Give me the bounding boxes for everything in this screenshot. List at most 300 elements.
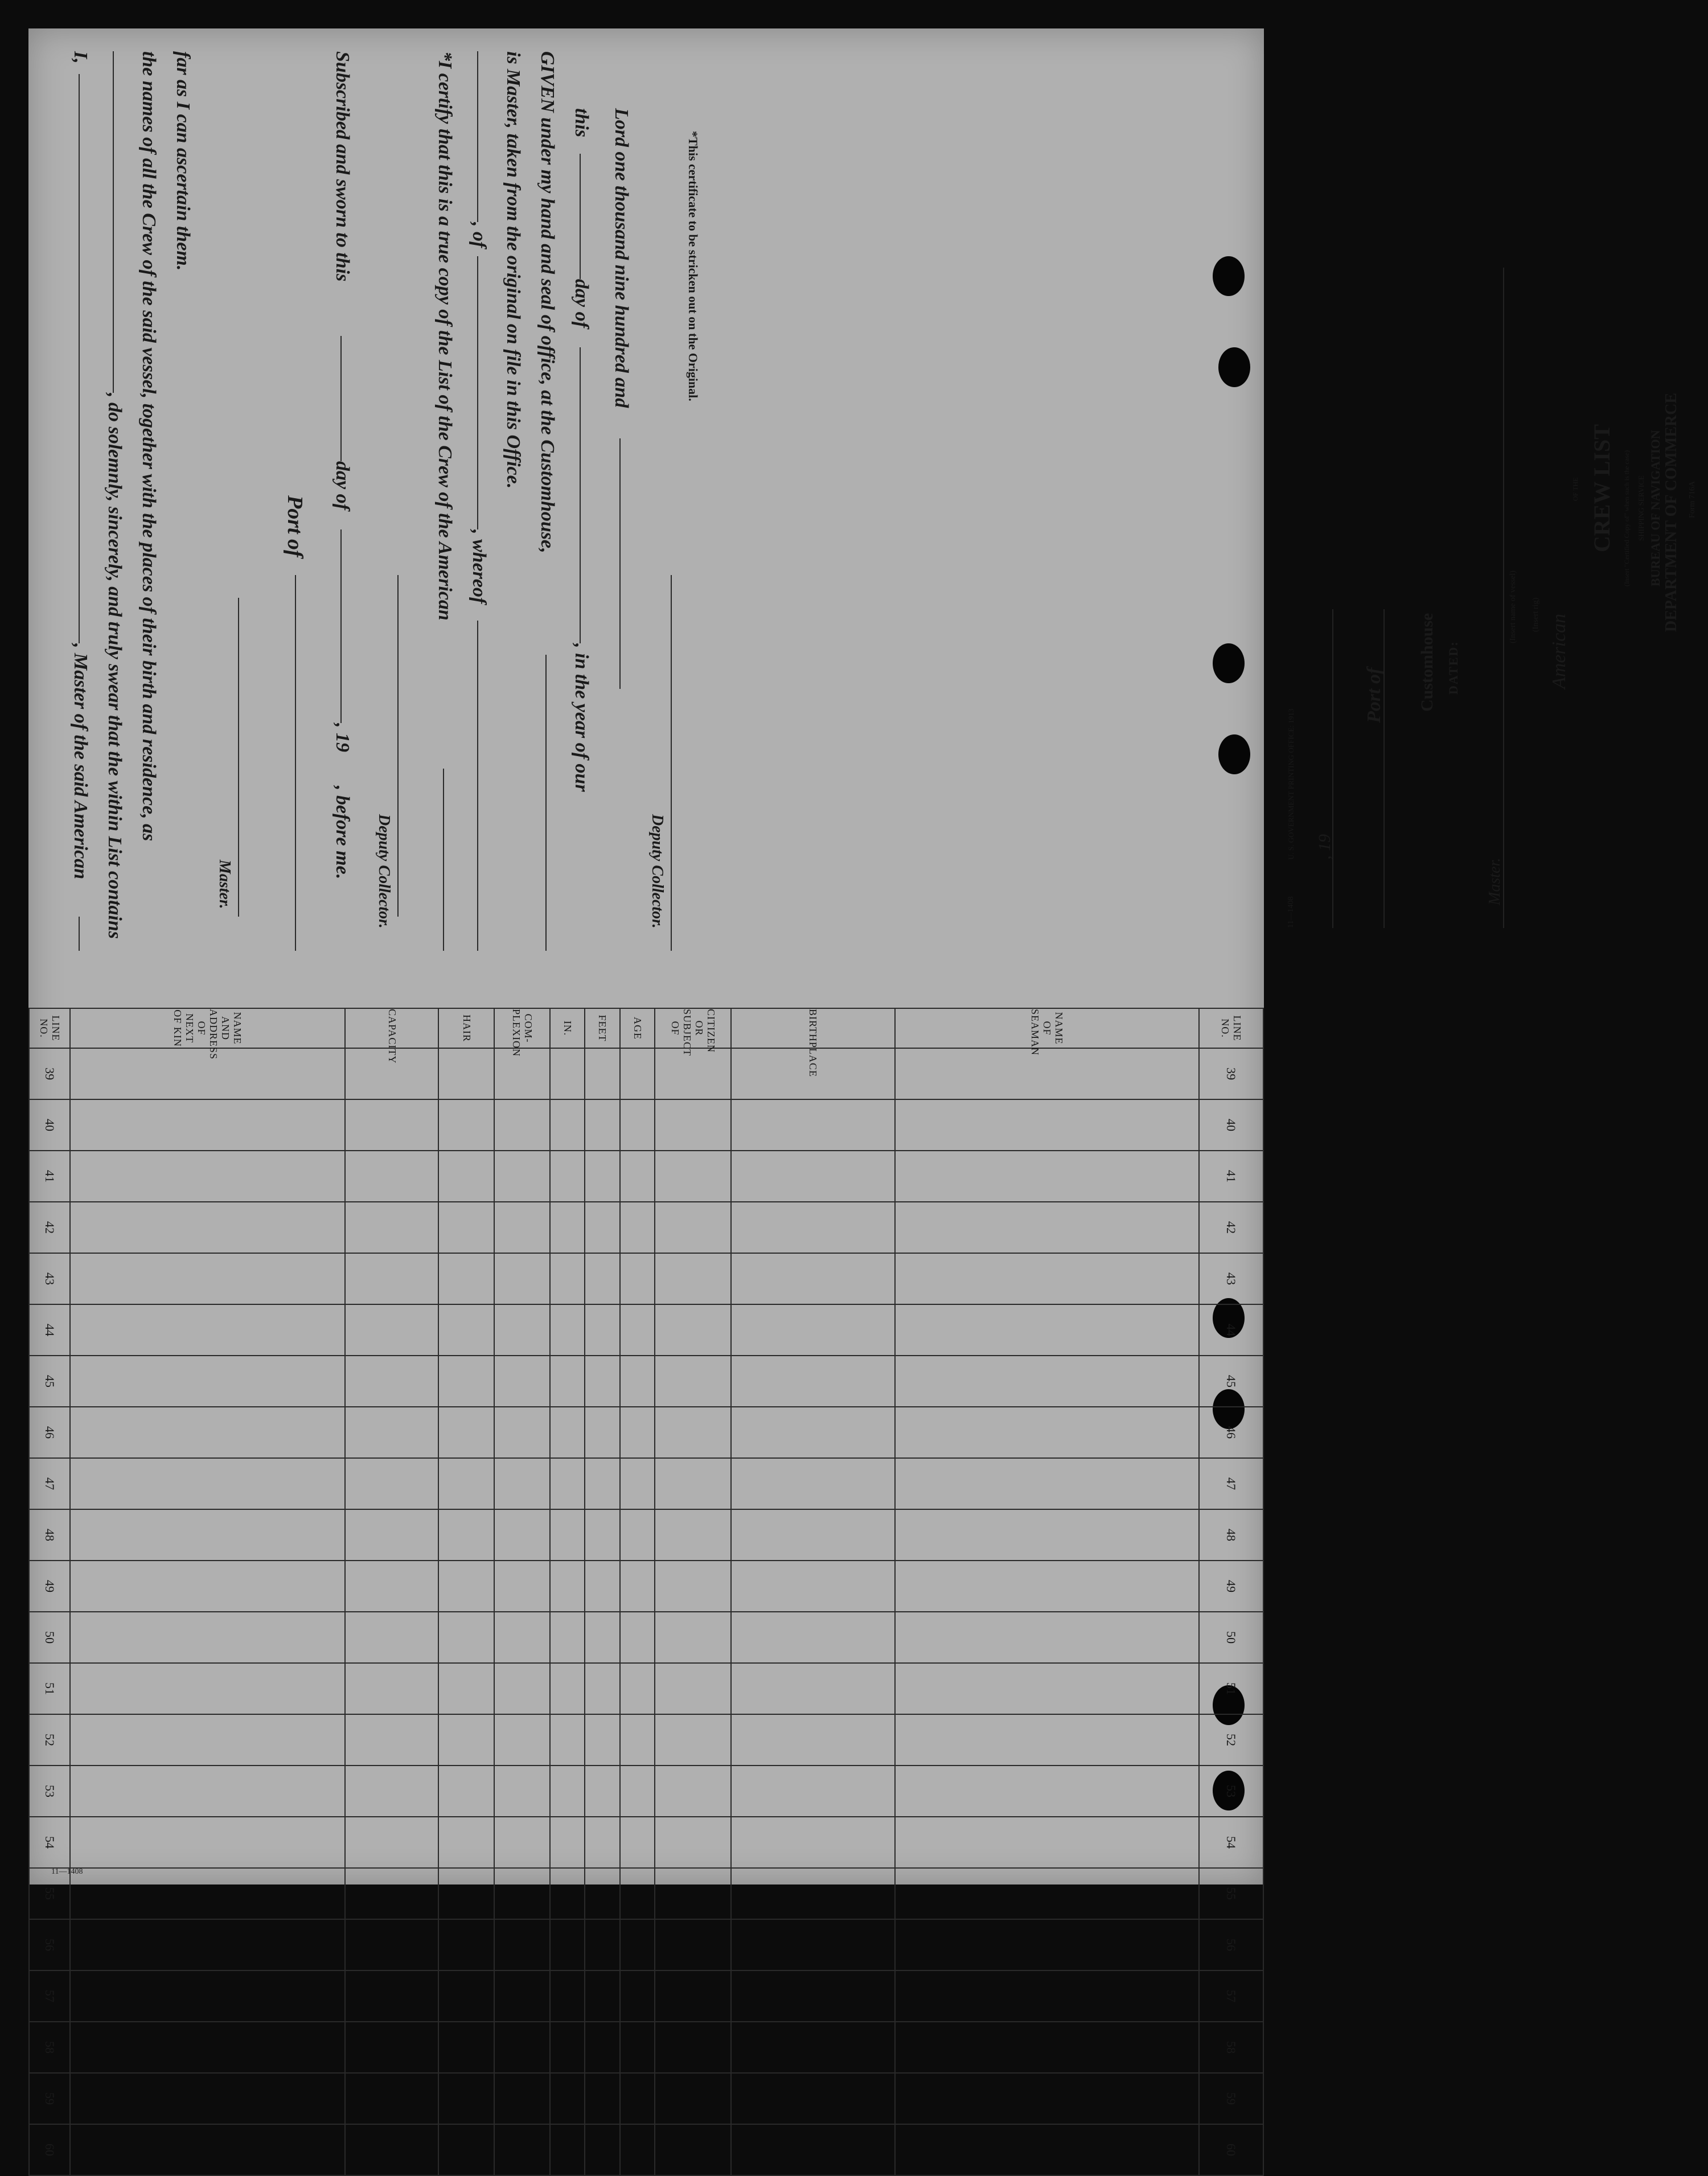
cell-complexion[interactable] — [494, 1458, 550, 1509]
cell-capacity[interactable] — [345, 1663, 438, 1714]
cell-feet[interactable] — [585, 1970, 620, 2022]
line-number[interactable]: 41 — [1199, 1151, 1263, 1202]
cell-capacity[interactable] — [345, 1356, 438, 1407]
cell-inches[interactable] — [550, 1253, 585, 1304]
cell-next-of-kin[interactable] — [70, 1407, 345, 1458]
cell-age[interactable] — [620, 1151, 655, 1202]
cell-inches[interactable] — [550, 1868, 585, 1919]
cell-complexion[interactable] — [494, 1407, 550, 1458]
cell-hair[interactable] — [438, 1663, 494, 1714]
customhouse: Customhouse — [1418, 613, 1436, 712]
punch-hole — [1213, 256, 1245, 296]
cell-citizen[interactable] — [655, 1663, 731, 1714]
footnote-text: *This certificate to be stricken out on the Original. — [686, 131, 700, 401]
line-number[interactable]: 49 — [29, 1561, 70, 1612]
cell-feet[interactable] — [585, 1356, 620, 1407]
cell-capacity[interactable] — [345, 1561, 438, 1612]
cell-age[interactable] — [620, 2022, 655, 2073]
cell-complexion[interactable] — [494, 2073, 550, 2124]
cell-feet[interactable] — [585, 1714, 620, 1766]
line-number[interactable]: 42 — [29, 1202, 70, 1253]
line-number[interactable]: 55 — [29, 1868, 70, 1919]
cell-hair[interactable] — [438, 1356, 494, 1407]
cell-complexion[interactable] — [494, 1099, 550, 1151]
cell-capacity[interactable] — [345, 1919, 438, 1970]
punch-hole — [1213, 643, 1245, 683]
cell-birthplace[interactable] — [731, 1919, 895, 1970]
cell-age[interactable] — [620, 1304, 655, 1356]
line-number[interactable]: 52 — [1199, 1714, 1263, 1766]
cell-complexion[interactable] — [494, 2022, 550, 2073]
cell-capacity[interactable] — [345, 1714, 438, 1766]
cell-next-of-kin[interactable] — [70, 1151, 345, 1202]
cell-age[interactable] — [620, 1817, 655, 1868]
cell-capacity[interactable] — [345, 1458, 438, 1509]
table-row — [655, 1008, 731, 2175]
cell-age[interactable] — [620, 1766, 655, 1817]
cell-birthplace[interactable] — [731, 2124, 895, 2175]
cell-birthplace[interactable] — [731, 1458, 895, 1509]
cell-next-of-kin[interactable] — [70, 1817, 345, 1868]
table-row — [550, 1008, 585, 2175]
cell-name-of-seaman[interactable] — [895, 1509, 1199, 1561]
line-number[interactable]: 54 — [1199, 1817, 1263, 1868]
bureau: BUREAU OF NAVIGATION — [1648, 430, 1662, 586]
cell-age[interactable] — [620, 1407, 655, 1458]
line-number[interactable]: 49 — [1199, 1561, 1263, 1612]
cell-hair[interactable] — [438, 1099, 494, 1151]
cell-hair[interactable] — [438, 1561, 494, 1612]
cell-inches[interactable] — [550, 1202, 585, 1253]
of-label: , of — [469, 222, 490, 248]
cell-complexion[interactable] — [494, 1202, 550, 1253]
cell-citizen[interactable] — [655, 1612, 731, 1663]
cell-complexion[interactable] — [494, 1970, 550, 2022]
line-number[interactable]: 44 — [29, 1304, 70, 1356]
cell-capacity[interactable] — [345, 1304, 438, 1356]
cell-hair[interactable] — [438, 1919, 494, 1970]
line-number[interactable]: 41 — [29, 1151, 70, 1202]
cell-citizen[interactable] — [655, 1561, 731, 1612]
cell-feet[interactable] — [585, 1868, 620, 1919]
cell-hair[interactable] — [438, 1048, 494, 1099]
cell-hair[interactable] — [438, 1970, 494, 2022]
cell-age[interactable] — [620, 1356, 655, 1407]
cell-capacity[interactable] — [345, 2073, 438, 2124]
cell-inches[interactable] — [550, 1304, 585, 1356]
cell-next-of-kin[interactable] — [70, 2073, 345, 2124]
cell-age[interactable] — [620, 1458, 655, 1509]
line-number[interactable]: 39 — [1199, 1048, 1263, 1099]
line-number[interactable]: 53 — [29, 1766, 70, 1817]
cell-hair[interactable] — [438, 2022, 494, 2073]
cell-complexion[interactable] — [494, 1612, 550, 1663]
shipping-service: SHIPPING SERVICE — [1637, 475, 1645, 541]
line-number[interactable]: 54 — [29, 1817, 70, 1868]
cell-citizen[interactable] — [655, 1356, 731, 1407]
cell-inches[interactable] — [550, 1099, 585, 1151]
line-number[interactable]: 56 — [1199, 1919, 1263, 1970]
given-text: GIVEN under my hand and seal of office, at the Customhouse, — [537, 51, 558, 553]
cell-inches[interactable] — [550, 1663, 585, 1714]
cell-name-of-seaman[interactable] — [895, 1663, 1199, 1714]
cell-capacity[interactable] — [345, 1151, 438, 1202]
cell-inches[interactable] — [550, 1970, 585, 2022]
cell-inches[interactable] — [550, 1458, 585, 1509]
cell-inches[interactable] — [550, 1714, 585, 1766]
deputy-rule-1 — [397, 575, 399, 917]
line-number[interactable]: 47 — [1199, 1458, 1263, 1509]
cell-next-of-kin[interactable] — [70, 1714, 345, 1766]
cell-inches[interactable] — [550, 1509, 585, 1561]
cell-hair[interactable] — [438, 1509, 494, 1561]
cell-complexion[interactable] — [494, 1304, 550, 1356]
cell-name-of-seaman[interactable] — [895, 1970, 1199, 2022]
cell-next-of-kin[interactable] — [70, 1509, 345, 1561]
cell-age[interactable] — [620, 1048, 655, 1099]
cell-next-of-kin[interactable] — [70, 1868, 345, 1919]
line-number[interactable]: 51 — [1199, 1663, 1263, 1714]
cell-capacity[interactable] — [345, 1099, 438, 1151]
line-number[interactable]: 40 — [1199, 1099, 1263, 1151]
cell-capacity[interactable] — [345, 2124, 438, 2175]
column-header-birthplace: BIRTHPLACE — [731, 1008, 895, 1048]
line-number[interactable]: 59 — [29, 2073, 70, 2124]
cell-birthplace[interactable] — [731, 1202, 895, 1253]
cell-citizen[interactable] — [655, 1099, 731, 1151]
cell-age[interactable] — [620, 1970, 655, 2022]
cell-inches[interactable] — [550, 1766, 585, 1817]
cell-hair[interactable] — [438, 1407, 494, 1458]
cell-citizen[interactable] — [655, 1766, 731, 1817]
column-header-inches: IN. — [550, 1008, 585, 1048]
day-month-rule-2 — [580, 347, 581, 643]
cell-name-of-seaman[interactable] — [895, 1304, 1199, 1356]
cell-next-of-kin[interactable] — [70, 1099, 345, 1151]
cell-complexion[interactable] — [494, 1663, 550, 1714]
sub-day-rule — [340, 336, 342, 461]
this-day-rule — [580, 154, 581, 279]
address-rule — [113, 51, 114, 393]
cell-age[interactable] — [620, 1612, 655, 1663]
line-number[interactable]: 59 — [1199, 2073, 1263, 2124]
cell-hair[interactable] — [438, 1612, 494, 1663]
table-row — [585, 1008, 620, 2175]
cell-birthplace[interactable] — [731, 1509, 895, 1561]
cell-age[interactable] — [620, 1919, 655, 1970]
cell-birthplace[interactable] — [731, 1151, 895, 1202]
cell-citizen[interactable] — [655, 1868, 731, 1919]
cell-capacity[interactable] — [345, 1612, 438, 1663]
cell-next-of-kin[interactable] — [70, 1202, 345, 1253]
cell-feet[interactable] — [585, 1304, 620, 1356]
cell-capacity[interactable] — [345, 1766, 438, 1817]
cell-birthplace[interactable] — [731, 1612, 895, 1663]
cell-citizen[interactable] — [655, 1919, 731, 1970]
cell-name-of-seaman[interactable] — [895, 1612, 1199, 1663]
cell-inches[interactable] — [550, 1356, 585, 1407]
cell-hair[interactable] — [438, 1458, 494, 1509]
crew-list-title: CREW LIST — [1589, 424, 1615, 552]
cell-name-of-seaman[interactable] — [895, 2073, 1199, 2124]
cell-citizen[interactable] — [655, 1304, 731, 1356]
cell-hair[interactable] — [438, 1817, 494, 1868]
cell-next-of-kin[interactable] — [70, 1919, 345, 1970]
deputy-rule-2 — [671, 575, 672, 951]
cell-feet[interactable] — [585, 2022, 620, 2073]
cell-feet[interactable] — [585, 1407, 620, 1458]
cell-inches[interactable] — [550, 1048, 585, 1099]
cell-capacity[interactable] — [345, 1407, 438, 1458]
cell-citizen[interactable] — [655, 1509, 731, 1561]
cell-feet[interactable] — [585, 1048, 620, 1099]
cell-capacity[interactable] — [345, 1817, 438, 1868]
line-number[interactable]: 58 — [1199, 2022, 1263, 2073]
cell-citizen[interactable] — [655, 1970, 731, 2022]
cell-next-of-kin[interactable] — [70, 1663, 345, 1714]
line-number[interactable]: 47 — [29, 1458, 70, 1509]
cell-name-of-seaman[interactable] — [895, 1817, 1199, 1868]
cell-next-of-kin[interactable] — [70, 1304, 345, 1356]
cell-feet[interactable] — [585, 1151, 620, 1202]
cell-hair[interactable] — [438, 2073, 494, 2124]
cell-complexion[interactable] — [494, 1714, 550, 1766]
cell-name-of-seaman[interactable] — [895, 2124, 1199, 2175]
cell-inches[interactable] — [550, 1561, 585, 1612]
cell-next-of-kin[interactable] — [70, 1458, 345, 1509]
cell-birthplace[interactable] — [731, 1970, 895, 2022]
cell-name-of-seaman[interactable] — [895, 1099, 1199, 1151]
cell-age[interactable] — [620, 1509, 655, 1561]
cell-birthplace[interactable] — [731, 1304, 895, 1356]
cell-citizen[interactable] — [655, 2073, 731, 2124]
column-header-age: AGE — [620, 1008, 655, 1048]
cell-hair[interactable] — [438, 1766, 494, 1817]
cell-age[interactable] — [620, 1868, 655, 1919]
cell-feet[interactable] — [585, 1817, 620, 1868]
line-number[interactable]: 43 — [1199, 1253, 1263, 1304]
cell-age[interactable] — [620, 1099, 655, 1151]
cell-citizen[interactable] — [655, 1714, 731, 1766]
cell-feet[interactable] — [585, 1663, 620, 1714]
cell-name-of-seaman[interactable] — [895, 1714, 1199, 1766]
line-number[interactable]: 45 — [29, 1356, 70, 1407]
cell-birthplace[interactable] — [731, 1714, 895, 1766]
cell-inches[interactable] — [550, 1919, 585, 1970]
cell-name-of-seaman[interactable] — [895, 1868, 1199, 1919]
cell-citizen[interactable] — [655, 1458, 731, 1509]
cell-name-of-seaman[interactable] — [895, 1151, 1199, 1202]
cell-complexion[interactable] — [494, 1919, 550, 1970]
cell-capacity[interactable] — [345, 1509, 438, 1561]
insert-note: (Insert "Certified Copy of" when such is the case) — [1623, 450, 1631, 586]
cell-feet[interactable] — [585, 1253, 620, 1304]
cell-hair[interactable] — [438, 1304, 494, 1356]
cell-feet[interactable] — [585, 1766, 620, 1817]
printer-line: U. S. GOVERNMENT PRINTING OFFICE: 1913 — [1287, 708, 1295, 860]
cell-birthplace[interactable] — [731, 1356, 895, 1407]
cell-capacity[interactable] — [345, 2022, 438, 2073]
line-number[interactable]: 46 — [1199, 1407, 1263, 1458]
cell-age[interactable] — [620, 2073, 655, 2124]
cell-birthplace[interactable] — [731, 2073, 895, 2124]
cell-name-of-seaman[interactable] — [895, 1356, 1199, 1407]
cell-name-of-seaman[interactable] — [895, 1458, 1199, 1509]
cell-next-of-kin[interactable] — [70, 1970, 345, 2022]
column-header-citizen: CITIZEN OR SUBJECT OF — [655, 1008, 731, 1048]
line-number[interactable]: 55 — [1199, 1868, 1263, 1919]
certify-line: *I certify that this is a true copy of the List of the Crew of the American — [434, 51, 455, 621]
cell-name-of-seaman[interactable] — [895, 1561, 1199, 1612]
cell-feet[interactable] — [585, 2073, 620, 2124]
cell-age[interactable] — [620, 2124, 655, 2175]
line-number[interactable]: 57 — [29, 1970, 70, 2022]
line-number[interactable]: 52 — [29, 1714, 70, 1766]
cell-capacity[interactable] — [345, 1253, 438, 1304]
line-number[interactable]: 39 — [29, 1048, 70, 1099]
cell-complexion[interactable] — [494, 1868, 550, 1919]
cell-age[interactable] — [620, 1202, 655, 1253]
line-number[interactable]: 58 — [29, 2022, 70, 2073]
line-number[interactable]: 60 — [29, 2124, 70, 2175]
cell-inches[interactable] — [550, 2124, 585, 2175]
cell-complexion[interactable] — [494, 1817, 550, 1868]
cell-birthplace[interactable] — [731, 1407, 895, 1458]
year-rule — [1332, 609, 1333, 928]
line-number[interactable]: 48 — [29, 1509, 70, 1561]
cell-name-of-seaman[interactable] — [895, 1202, 1199, 1253]
cell-birthplace[interactable] — [731, 1663, 895, 1714]
cell-birthplace[interactable] — [731, 2022, 895, 2073]
table-row — [731, 1008, 895, 2175]
cell-feet[interactable] — [585, 1202, 620, 1253]
line-number[interactable]: 45 — [1199, 1356, 1263, 1407]
cell-hair[interactable] — [438, 1253, 494, 1304]
cell-age[interactable] — [620, 1561, 655, 1612]
cell-inches[interactable] — [550, 2073, 585, 2124]
cell-citizen[interactable] — [655, 1817, 731, 1868]
crew-list-sheet — [28, 28, 1697, 2156]
name-rule — [79, 74, 80, 643]
cell-birthplace[interactable] — [731, 1561, 895, 1612]
column-header-complexion: COM-PLEXION — [494, 1008, 550, 1048]
port-label: Port of — [283, 495, 307, 557]
cell-hair[interactable] — [438, 2124, 494, 2175]
column-header-next-of-kin: NAME AND ADDRESS OF NEXT OF KIN — [70, 1008, 345, 1048]
cell-citizen[interactable] — [655, 1202, 731, 1253]
cell-citizen[interactable] — [655, 2124, 731, 2175]
line-number[interactable]: 57 — [1199, 1970, 1263, 2022]
cell-next-of-kin[interactable] — [70, 2022, 345, 2073]
cell-next-of-kin[interactable] — [70, 1561, 345, 1612]
line-number[interactable]: 40 — [29, 1099, 70, 1151]
sub-month-rule — [340, 529, 342, 723]
line-number[interactable]: 50 — [1199, 1612, 1263, 1663]
cell-birthplace[interactable] — [731, 1099, 895, 1151]
cell-name-of-seaman[interactable] — [895, 1919, 1199, 1970]
cell-feet[interactable] — [585, 2124, 620, 2175]
cell-name-of-seaman[interactable] — [895, 1766, 1199, 1817]
cell-next-of-kin[interactable] — [70, 1253, 345, 1304]
cell-citizen[interactable] — [655, 2022, 731, 2073]
cell-capacity[interactable] — [345, 1868, 438, 1919]
deputy-collector-1: Deputy Collector. — [375, 814, 393, 929]
cell-complexion[interactable] — [494, 1561, 550, 1612]
line-number[interactable]: 43 — [29, 1253, 70, 1304]
cell-feet[interactable] — [585, 1561, 620, 1612]
cell-complexion[interactable] — [494, 1151, 550, 1202]
cell-next-of-kin[interactable] — [70, 1356, 345, 1407]
cell-complexion[interactable] — [494, 1766, 550, 1817]
cell-citizen[interactable] — [655, 1253, 731, 1304]
line-number[interactable]: 48 — [1199, 1509, 1263, 1561]
cert-line2: , do solemnly, sincerely, and truly swear that the within List contains — [104, 393, 125, 939]
cell-capacity[interactable] — [345, 1202, 438, 1253]
cell-name-of-seaman[interactable] — [895, 1048, 1199, 1099]
dept: DEPARTMENT OF COMMERCE — [1662, 392, 1680, 632]
cell-age[interactable] — [620, 1663, 655, 1714]
cell-hair[interactable] — [438, 1151, 494, 1202]
cell-capacity[interactable] — [345, 1970, 438, 2022]
cell-inches[interactable] — [550, 1817, 585, 1868]
cell-name-of-seaman[interactable] — [895, 1253, 1199, 1304]
cell-name-of-seaman[interactable] — [895, 1407, 1199, 1458]
line-number[interactable]: 46 — [29, 1407, 70, 1458]
cell-feet[interactable] — [585, 1458, 620, 1509]
cell-hair[interactable] — [438, 1202, 494, 1253]
cell-complexion[interactable] — [494, 2124, 550, 2175]
cell-inches[interactable] — [550, 1612, 585, 1663]
cell-complexion[interactable] — [494, 1253, 550, 1304]
cell-next-of-kin[interactable] — [70, 1766, 345, 1817]
line-number[interactable]: 42 — [1199, 1202, 1263, 1253]
cell-inches[interactable] — [550, 2022, 585, 2073]
line-number[interactable]: 50 — [29, 1612, 70, 1663]
line-number[interactable]: 44 — [1199, 1304, 1263, 1356]
cell-inches[interactable] — [550, 1151, 585, 1202]
cell-hair[interactable] — [438, 1714, 494, 1766]
crew-table-body — [29, 1008, 1263, 2175]
cell-complexion[interactable] — [494, 1509, 550, 1561]
cell-citizen[interactable] — [655, 1151, 731, 1202]
cell-birthplace[interactable] — [731, 1253, 895, 1304]
deputy-collector-2: Deputy Collector. — [648, 814, 666, 929]
cell-feet[interactable] — [585, 1509, 620, 1561]
cell-birthplace[interactable] — [731, 1766, 895, 1817]
cell-age[interactable] — [620, 1714, 655, 1766]
cert-line1-suffix: , Master of the said American — [70, 643, 91, 880]
cell-citizen[interactable] — [655, 1048, 731, 1099]
cell-birthplace[interactable] — [731, 1868, 895, 1919]
cell-next-of-kin[interactable] — [70, 1612, 345, 1663]
cell-feet[interactable] — [585, 1612, 620, 1663]
line-number[interactable]: 60 — [1199, 2124, 1263, 2175]
cell-feet[interactable] — [585, 1099, 620, 1151]
line-number[interactable]: 51 — [29, 1663, 70, 1714]
cert-line4: far as I can ascertain them. — [173, 51, 194, 271]
cell-inches[interactable] — [550, 1407, 585, 1458]
cell-next-of-kin[interactable] — [70, 2124, 345, 2175]
cell-name-of-seaman[interactable] — [895, 2022, 1199, 2073]
cell-birthplace[interactable] — [731, 1817, 895, 1868]
line-number[interactable]: 53 — [1199, 1766, 1263, 1817]
cell-complexion[interactable] — [494, 1356, 550, 1407]
cell-hair[interactable] — [438, 1868, 494, 1919]
cell-citizen[interactable] — [655, 1407, 731, 1458]
line-number[interactable]: 56 — [29, 1919, 70, 1970]
cell-feet[interactable] — [585, 1919, 620, 1970]
cell-age[interactable] — [620, 1253, 655, 1304]
